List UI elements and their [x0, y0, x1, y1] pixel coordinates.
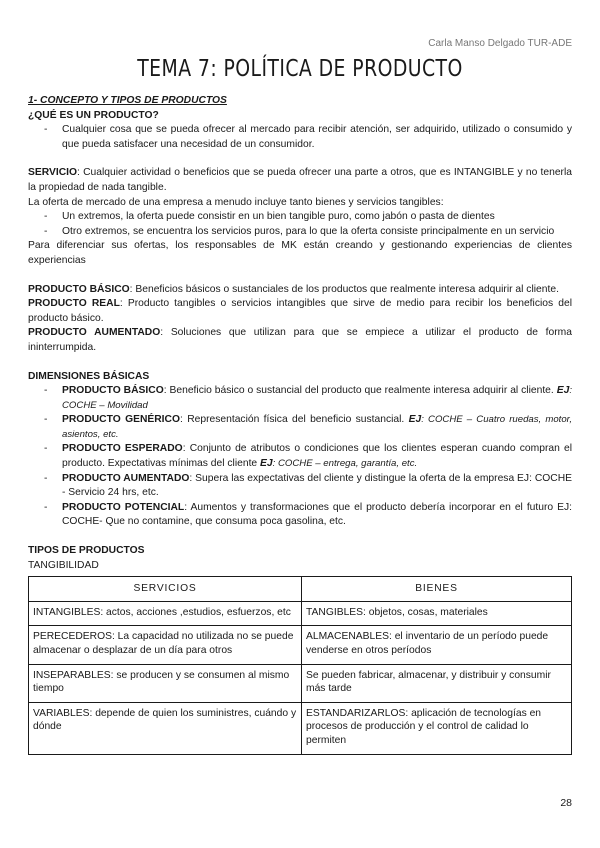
dimension-item: [62, 442, 572, 471]
table-header-row: [29, 577, 572, 602]
level-basico: [28, 283, 572, 298]
dimension-text: : Supera las expectativas del cliente y distingue la oferta de la empresa EJ: COCHE - Servicio 24 hrs, etc.: [62, 472, 573, 499]
servicio-intro: La oferta de mercado de una empresa a menudo incluye tanto bienes y servicios tangibles:: [28, 196, 444, 208]
table-row: [29, 702, 572, 754]
definition-item: - Cualquier cosa que se pueda ofrecer al mercado para recibir atención, ser adquirido, utilizado o consumido y que pueda satisfacer una necesidad de un consumidor.: [62, 123, 572, 152]
table-cell: Se pueden fabricar, almacenar, y distribuir y consumir más tarde: [302, 664, 572, 702]
level-real: [28, 297, 572, 326]
table-row: [29, 601, 572, 626]
dimension-example: : COCHE – Cuatro ruedas, motor, asientos, etc.: [62, 414, 572, 440]
ej-label: EJ: [556, 385, 570, 397]
tangibilidad-table: [28, 576, 572, 754]
servicio-list: [28, 210, 572, 239]
author-name: Carla Manso Delgado TUR-ADE: [428, 38, 572, 49]
tangibilidad-subheading: TANGIBILIDAD: [28, 559, 99, 571]
servicio-closing: Para diferenciar sus ofertas, los responsables de MK están creando y gestionando experiencias de clientes experiencias: [28, 240, 572, 266]
dimension-term: PRODUCTO BÁSICO: [62, 385, 164, 397]
servicio-term: SERVICIO: [28, 167, 78, 179]
level-term: PRODUCTO BÁSICO: [28, 283, 130, 295]
list-item: - Un extremos, la oferta puede consistir en un bien tangible puro, como jabón o pasta de dientes: [62, 210, 572, 225]
ej-label: EJ: [408, 414, 422, 426]
servicio-text: : Cualquier actividad o beneficios que se pueda ofrecer una parte a otros, que es INTANGIBLE y no tenerla la propiedad de nada tangible.: [28, 167, 572, 193]
page-number: 28: [560, 797, 572, 809]
table-row: [29, 626, 572, 664]
tipos-heading: TIPOS DE PRODUCTOS: [28, 545, 145, 557]
dimension-item: [62, 413, 572, 442]
table-cell: INSEPARABLES: se producen y se consumen al mismo tiempo: [29, 664, 302, 702]
column-header-servicios: SERVICIOS: [29, 577, 302, 602]
dimension-text: : Representación física del beneficio sustancial.: [180, 414, 409, 426]
section-heading: 1- CONCEPTO Y TIPOS DE PRODUCTOS: [28, 95, 227, 106]
table-cell: PERECEDEROS: La capacidad no utilizada no se puede almacenar o desplazar de un día para otros: [29, 626, 302, 664]
definition-list: [28, 123, 572, 152]
table-cell: VARIABLES: depende de quien los suministres, cuándo y dónde: [29, 702, 302, 754]
level-term: PRODUCTO REAL: [28, 298, 120, 310]
dimension-text: : Beneficio básico o sustancial del producto que realmente interesa adquirir al cliente.: [163, 385, 557, 397]
dimension-term: PRODUCTO GENÉRICO: [62, 414, 180, 426]
document-body: [28, 94, 572, 755]
table-cell: INTANGIBLES: actos, acciones ,estudios, esfuerzos, etc: [29, 601, 302, 626]
level-text: : Beneficios básicos o sustanciales de los productos que realmente interesa adquirir al cliente.: [129, 283, 559, 295]
dimension-example: : COCHE – entrega, garantía, etc.: [272, 458, 418, 470]
table-cell: ALMACENABLES: el inventario de un período puede venderse en otros períodos: [302, 626, 572, 664]
servicio-paragraph: [28, 166, 572, 195]
dimension-item: [62, 501, 572, 530]
dimension-item: [62, 384, 572, 413]
level-aumentado: [28, 326, 572, 355]
dimension-item: [62, 472, 572, 501]
ej-label: EJ: [260, 458, 273, 470]
dimension-term: PRODUCTO POTENCIAL: [62, 501, 185, 513]
dimension-term: PRODUCTO ESPERADO: [62, 443, 183, 455]
table-cell: TANGIBLES: objetos, cosas, materiales: [302, 601, 572, 626]
level-text: : Producto tangibles o servicios intangibles que sirve de medio para recibir los beneficios del producto básico.: [28, 298, 572, 324]
dimension-example: : COCHE – Movilidad: [62, 385, 572, 411]
table-row: [29, 664, 572, 702]
dimension-text: : Aumentos y transformaciones que el producto debería incorporar en el futuro EJ: COCHE- Que no contamine, que consuma poca gasolina, etc.: [62, 501, 573, 528]
level-text: : Soluciones que utilizan para que se empiece a utilizar el producto de forma ininterrumpida.: [28, 327, 572, 353]
list-item: - Otro extremos, se encuentra los servicios puros, para lo que la oferta consiste principalmente en un servicio: [62, 225, 572, 240]
level-term: PRODUCTO AUMENTADO: [28, 327, 161, 339]
dimension-term: PRODUCTO AUMENTADO: [62, 472, 190, 484]
question-heading: ¿QUÉ ES UN PRODUCTO?: [28, 109, 159, 121]
dimensiones-list: [28, 384, 572, 530]
column-header-bienes: BIENES: [302, 577, 572, 602]
page-title: TEMA 7: POLÍTICA DE PRODUCTO: [137, 56, 463, 82]
dimension-text: : Conjunto de atributos o condiciones que los clientes esperan cuando compran el producto. Expectativas mínimas del cliente: [62, 443, 572, 470]
table-cell: ESTANDARIZARLOS: aplicación de tecnologías en procesos de producción y el control de calidad lo permiten: [302, 702, 572, 754]
dimensiones-heading: DIMENSIONES BÁSICAS: [28, 370, 150, 382]
